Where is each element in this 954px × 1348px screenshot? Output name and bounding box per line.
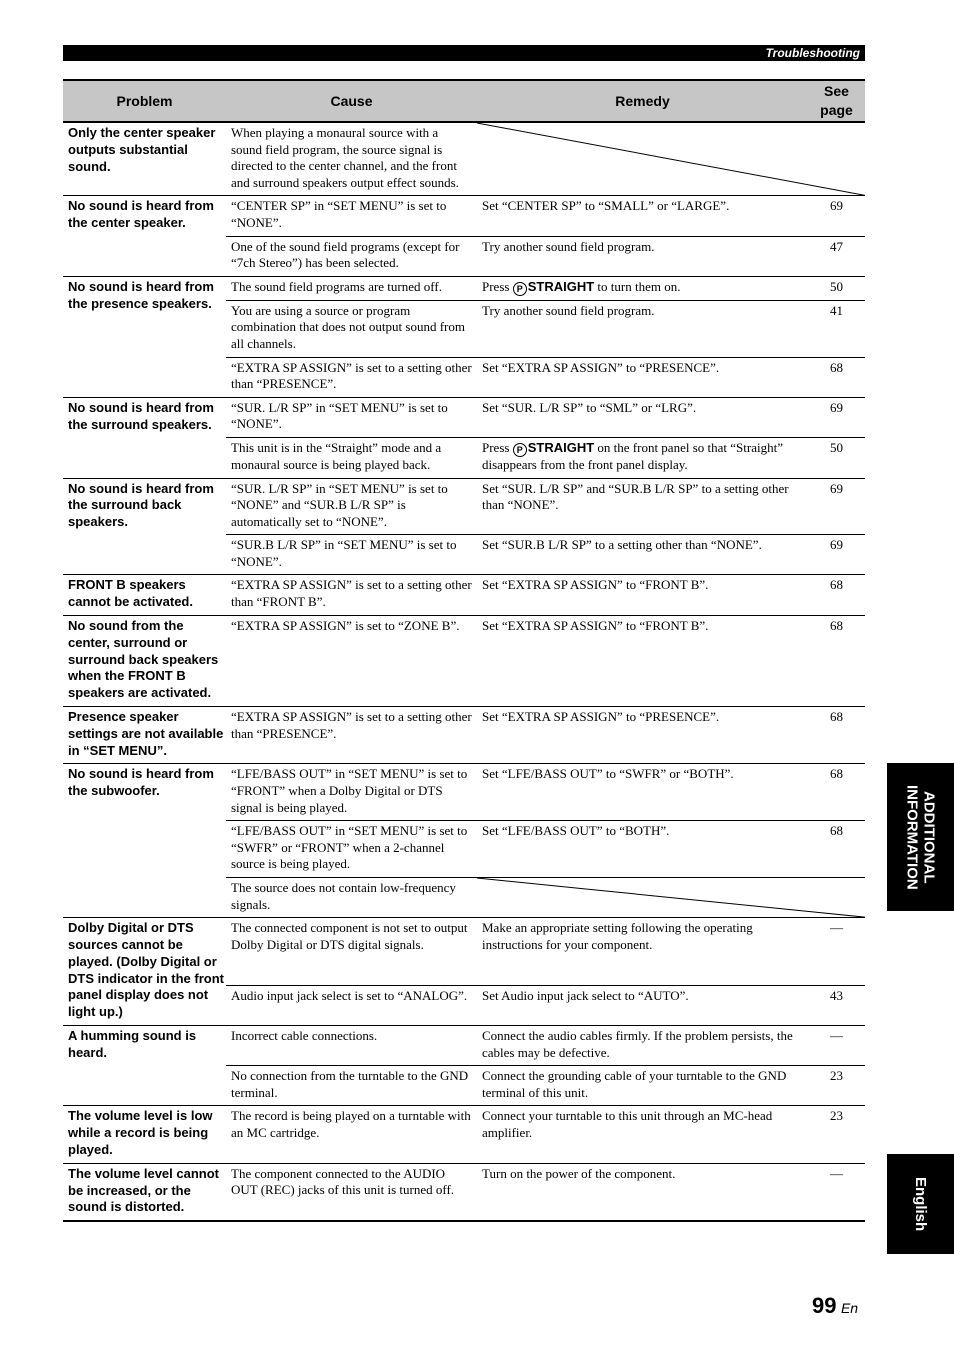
cause-cell: Audio input jack select is set to “ANALOG”. — [226, 986, 477, 1026]
cause-cell: The connected component is not set to output Dolby Digital or DTS digital signals. — [226, 918, 477, 986]
side-tab-label: ADDITIONAL INFORMATION — [903, 784, 938, 890]
col-header-remedy: Remedy — [477, 80, 808, 122]
problem-cell: No sound is heard from the surround back speakers. — [63, 478, 226, 575]
cause-cell: The source does not contain low-frequency signals. — [226, 878, 477, 918]
problem-cell: Presence speaker settings are not available in “SET MENU”. — [63, 707, 226, 764]
page-ref: 68 — [808, 764, 865, 821]
problem-cell: The volume level cannot be increased, or the sound is distorted. — [63, 1163, 226, 1221]
table-header-row — [63, 80, 865, 122]
section-title: Troubleshooting — [765, 46, 860, 60]
page-ref: 50 — [808, 276, 865, 300]
table-row — [63, 1025, 865, 1065]
page-ref: 23 — [808, 1066, 865, 1106]
table-row — [63, 575, 865, 616]
table-row — [63, 122, 865, 196]
page-ref: 50 — [808, 437, 865, 478]
remedy-cell: Set “EXTRA SP ASSIGN” to “PRESENCE”. — [477, 707, 808, 764]
side-tab-additional-information — [887, 763, 954, 911]
cause-cell: “EXTRA SP ASSIGN” is set to “ZONE B”. — [226, 616, 477, 707]
remedy-text: Press — [482, 278, 513, 294]
remedy-cell — [477, 437, 808, 478]
remedy-cell: Turn on the power of the component. — [477, 1163, 808, 1221]
front-panel-icon: P — [513, 443, 527, 457]
cause-cell: The sound field programs are turned off. — [226, 276, 477, 300]
table-row — [63, 478, 865, 535]
table-row — [63, 196, 865, 236]
cause-cell: When playing a monaural source with a sound field program, the source signal is directed to the center channel, and the front and surround speakers output effect sounds. — [226, 122, 477, 196]
cause-cell: “LFE/BASS OUT” in “SET MENU” is set to “SWFR” or “FRONT” when a 2-channel source is being played. — [226, 821, 477, 878]
page-ref: 47 — [808, 236, 865, 276]
page-ref: 68 — [808, 707, 865, 764]
problem-cell: Dolby Digital or DTS sources cannot be played. (Dolby Digital or DTS indicator in the front panel display does not light up.) — [63, 918, 226, 1026]
remedy-cell: Set “EXTRA SP ASSIGN” to “FRONT B”. — [477, 616, 808, 707]
problem-cell: A humming sound is heard. — [63, 1025, 226, 1105]
cause-cell: “EXTRA SP ASSIGN” is set to a setting other than “PRESENCE”. — [226, 707, 477, 764]
remedy-cell — [477, 276, 808, 300]
page-ref: 68 — [808, 357, 865, 397]
remedy-cell: Connect your turntable to this unit through an MC-head amplifier. — [477, 1106, 808, 1163]
table-row — [63, 616, 865, 707]
table-row — [63, 918, 865, 986]
language-code: En — [840, 1300, 859, 1316]
cause-cell: “SUR.B L/R SP” in “SET MENU” is set to “NONE”. — [226, 535, 477, 575]
cause-cell: “EXTRA SP ASSIGN” is set to a setting other than “PRESENCE”. — [226, 357, 477, 397]
page-ref: 68 — [808, 616, 865, 707]
not-applicable-cell — [477, 122, 865, 196]
cause-cell: One of the sound field programs (except for “7ch Stereo”) has been selected. — [226, 236, 477, 276]
cause-cell: The component connected to the AUDIO OUT (REC) jacks of this unit is turned off. — [226, 1163, 477, 1221]
page-ref: 68 — [808, 575, 865, 616]
section-header-bar — [63, 45, 865, 61]
cause-cell: No connection from the turntable to the GND terminal. — [226, 1066, 477, 1106]
problem-cell: Only the center speaker outputs substantial sound. — [63, 122, 226, 196]
page-ref: — — [808, 918, 865, 986]
remedy-cell: Try another sound field program. — [477, 236, 808, 276]
page-ref: 43 — [808, 986, 865, 1026]
remedy-cell: Set “EXTRA SP ASSIGN” to “FRONT B”. — [477, 575, 808, 616]
table-row — [63, 1106, 865, 1163]
page-ref: 69 — [808, 397, 865, 437]
straight-button-label: STRAIGHT — [527, 439, 595, 455]
problem-cell: No sound from the center, surround or surround back speakers when the FRONT B speakers are activated. — [63, 616, 226, 707]
remedy-cell: Set “SUR. L/R SP” to “SML” or “LRG”. — [477, 397, 808, 437]
remedy-cell: Try another sound field program. — [477, 300, 808, 357]
remedy-cell: Set “SUR.B L/R SP” to a setting other than “NONE”. — [477, 535, 808, 575]
remedy-cell: Set “SUR. L/R SP” and “SUR.B L/R SP” to a setting other than “NONE”. — [477, 478, 808, 535]
side-tab-label: English — [912, 1176, 929, 1232]
table-row — [63, 707, 865, 764]
remedy-text: Press — [482, 439, 513, 455]
remedy-cell: Make an appropriate setting following the operating instructions for your component. — [477, 918, 808, 986]
table-row — [63, 397, 865, 437]
cause-cell: Incorrect cable connections. — [226, 1025, 477, 1065]
remedy-cell: Set “EXTRA SP ASSIGN” to “PRESENCE”. — [477, 357, 808, 397]
col-header-cause: Cause — [226, 80, 477, 122]
diagonal-slash — [477, 878, 865, 917]
remedy-cell: Connect the grounding cable of your turntable to the GND terminal of this unit. — [477, 1066, 808, 1106]
problem-cell: No sound is heard from the subwoofer. — [63, 764, 226, 918]
problem-cell: FRONT B speakers cannot be activated. — [63, 575, 226, 616]
front-panel-icon: P — [513, 282, 527, 296]
problem-cell: The volume level is low while a record is being played. — [63, 1106, 226, 1163]
cause-cell: “SUR. L/R SP” in “SET MENU” is set to “NONE”. — [226, 397, 477, 437]
page-ref: 23 — [808, 1106, 865, 1163]
page-ref: 69 — [808, 478, 865, 535]
problem-cell: No sound is heard from the center speaker. — [63, 196, 226, 276]
not-applicable-cell — [477, 878, 865, 918]
page-ref: — — [808, 1163, 865, 1221]
cause-cell: This unit is in the “Straight” mode and a monaural source is being played back. — [226, 437, 477, 478]
page-number — [812, 1293, 872, 1319]
page-ref: 41 — [808, 300, 865, 357]
remedy-text: to turn them on. — [594, 278, 681, 294]
remedy-cell: Connect the audio cables firmly. If the problem persists, the cables may be defective. — [477, 1025, 808, 1065]
remedy-cell: Set Audio input jack select to “AUTO”. — [477, 986, 808, 1026]
table-row — [63, 276, 865, 300]
col-header-problem: Problem — [63, 80, 226, 122]
remedy-cell: Set “LFE/BASS OUT” to “BOTH”. — [477, 821, 808, 878]
diagonal-slash — [477, 123, 865, 195]
cause-cell: “EXTRA SP ASSIGN” is set to a setting other than “FRONT B”. — [226, 575, 477, 616]
page-ref: 69 — [808, 196, 865, 236]
page-ref: 69 — [808, 535, 865, 575]
page-ref: 68 — [808, 821, 865, 878]
cause-cell: You are using a source or program combination that does not output sound from all channels. — [226, 300, 477, 357]
problem-cell: No sound is heard from the presence speakers. — [63, 276, 226, 397]
col-header-page: See page — [808, 80, 865, 122]
straight-button-label: STRAIGHT — [527, 278, 595, 294]
table-row — [63, 764, 865, 821]
side-tab-language — [887, 1154, 954, 1254]
problem-cell: No sound is heard from the surround speakers. — [63, 397, 226, 478]
cause-cell: “CENTER SP” in “SET MENU” is set to “NONE”. — [226, 196, 477, 236]
page-ref: — — [808, 1025, 865, 1065]
remedy-cell: Set “LFE/BASS OUT” to “SWFR” or “BOTH”. — [477, 764, 808, 821]
troubleshooting-table — [63, 79, 865, 1222]
cause-cell: “LFE/BASS OUT” in “SET MENU” is set to “FRONT” when a Dolby Digital or DTS signal is being played. — [226, 764, 477, 821]
remedy-text: on the front panel so that “Straight” disappears from the front panel display. — [482, 439, 783, 472]
table-row — [63, 1163, 865, 1221]
cause-cell: “SUR. L/R SP” in “SET MENU” is set to “NONE” and “SUR.B L/R SP” is automatically set to “NONE”. — [226, 478, 477, 535]
remedy-cell: Set “CENTER SP” to “SMALL” or “LARGE”. — [477, 196, 808, 236]
cause-cell: The record is being played on a turntable with an MC cartridge. — [226, 1106, 477, 1163]
page-number-value: 99 — [812, 1293, 837, 1318]
